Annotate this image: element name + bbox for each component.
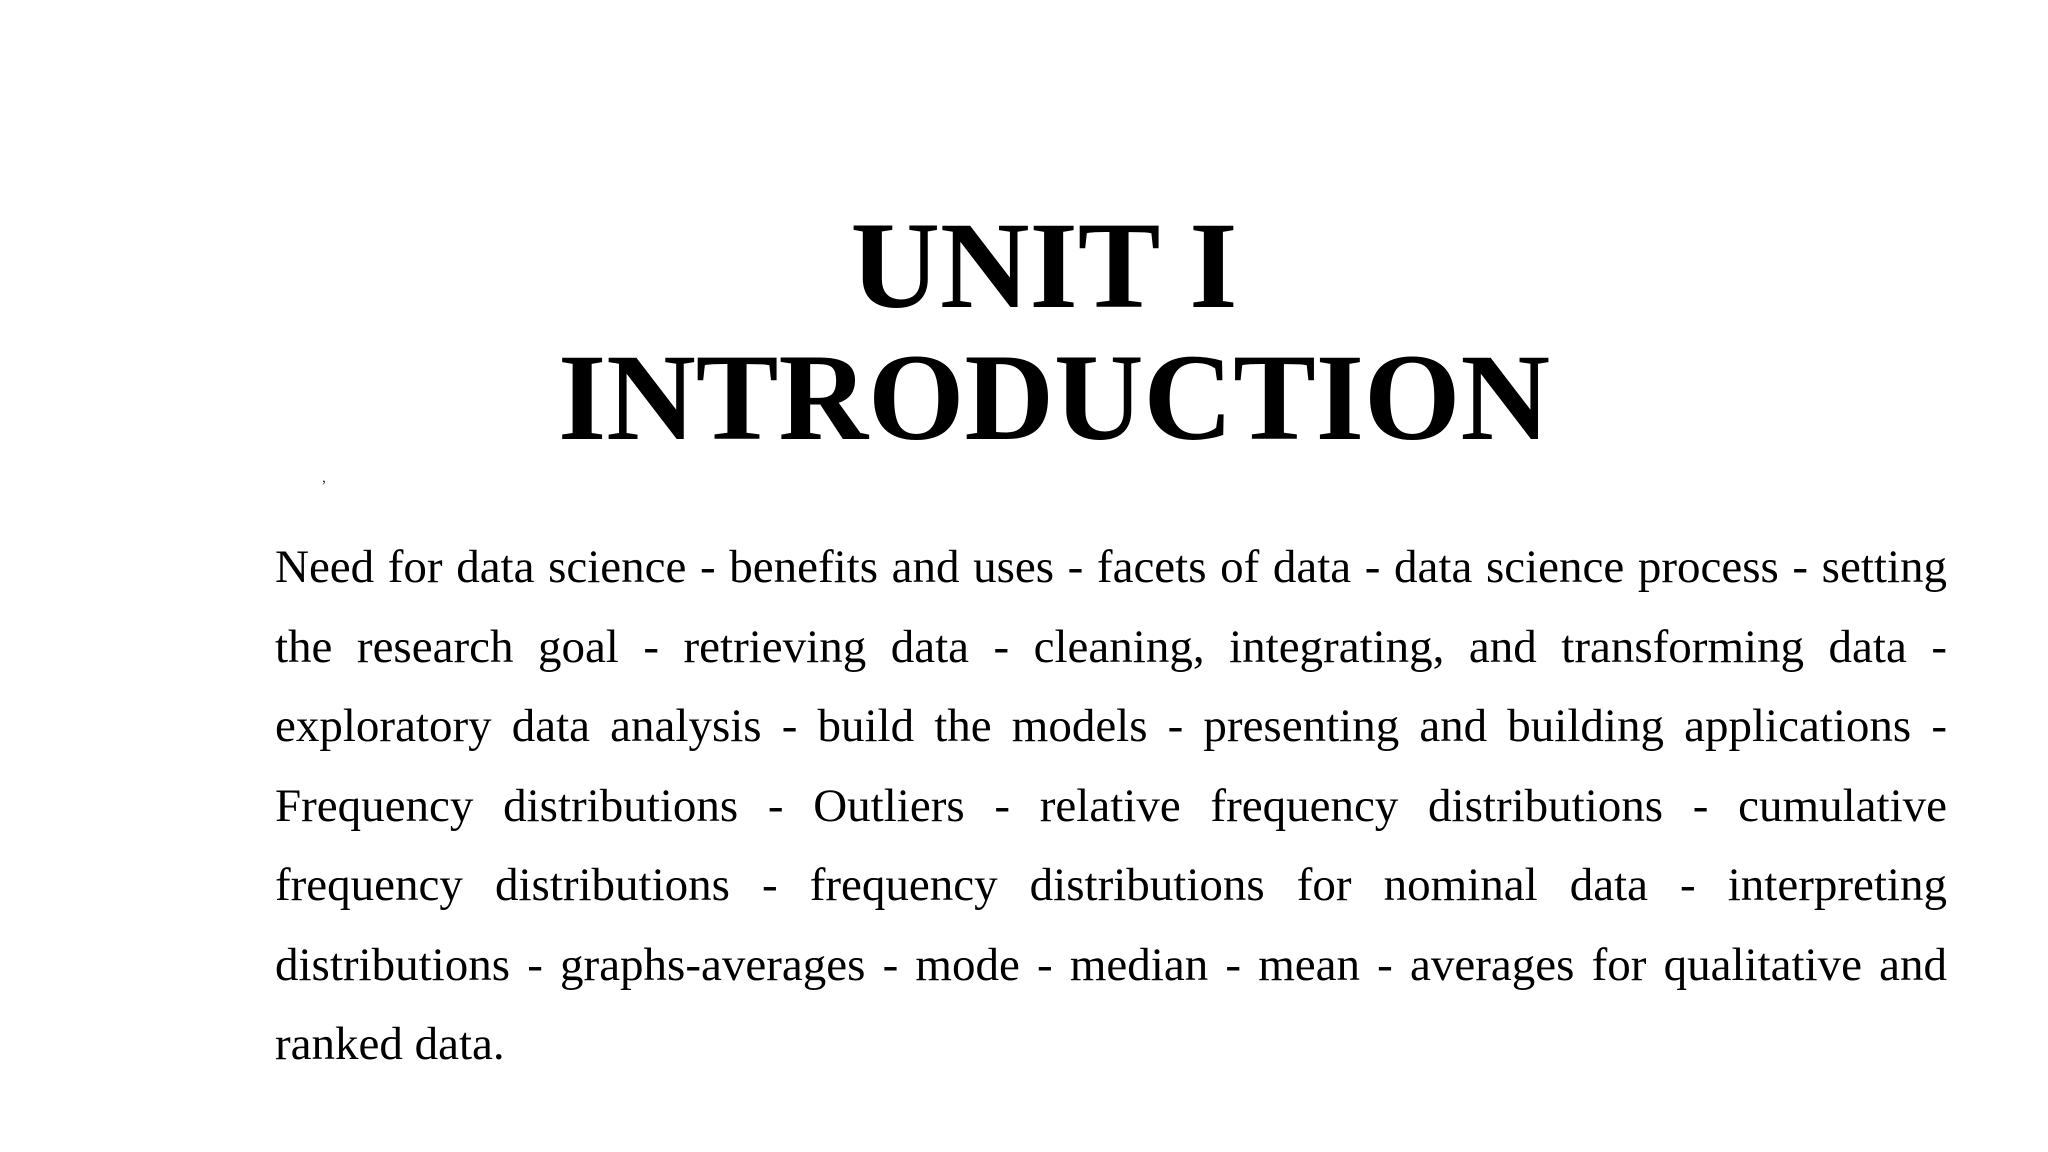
- title-introduction: INTRODUCTION: [557, 329, 1551, 466]
- stray-mark: ,: [322, 469, 326, 486]
- slide-title: [0, 197, 2048, 466]
- syllabus-body-text: Need for data science - benefits and uses - facets of data - data science process - setting the research goal - retrieving data - cleaning, integrating, and transforming data - exploratory data analysis - build the models - presenting and building applications - Frequency distributions - Outliers - relative frequency distributions - cumulative frequency distributions - frequency distributions for nominal data - interpreting distributions - graphs-averages - mode - median - mean - averages for qualitative and ranked data.: [275, 541, 1947, 1070]
- title-unit: UNIT I: [850, 197, 1238, 334]
